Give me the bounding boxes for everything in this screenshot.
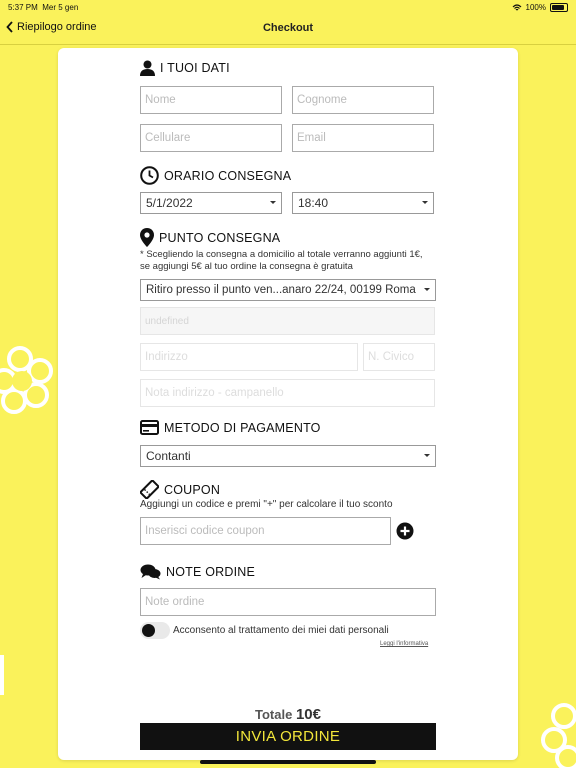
map-pin-icon	[140, 228, 154, 247]
date-select[interactable]	[140, 192, 282, 214]
coupon-input[interactable]	[140, 517, 391, 545]
section-title-coupon	[140, 480, 220, 499]
wifi-icon	[512, 4, 522, 12]
total-label: Totale	[255, 707, 293, 722]
time-value: 18:40	[298, 196, 329, 210]
add-coupon-button[interactable]	[396, 522, 414, 540]
page-title: Checkout	[262, 22, 314, 34]
address-placeholder: Indirizzo	[145, 351, 188, 363]
section-title-text: COUPON	[164, 482, 221, 497]
order-notes-placeholder: Note ordine	[145, 596, 205, 608]
back-label: Riepilogo ordine	[17, 21, 97, 33]
name-placeholder: Nome	[145, 94, 176, 106]
name-field[interactable]	[140, 86, 282, 114]
user-icon	[140, 60, 155, 76]
time-select[interactable]	[292, 192, 434, 214]
privacy-consent-label: Acconsento al trattamento dei miei dati personali	[173, 625, 389, 636]
battery-text: 100%	[525, 3, 546, 12]
caret-down-icon	[424, 288, 430, 291]
privacy-consent-toggle[interactable]	[140, 622, 170, 639]
ticket-icon	[140, 480, 159, 499]
civic-placeholder: N. Civico	[368, 351, 415, 363]
phone-placeholder: Cellulare	[145, 132, 191, 144]
order-notes-field[interactable]	[140, 588, 436, 616]
delivery-note	[140, 249, 423, 273]
payment-method-select[interactable]	[140, 445, 436, 467]
email-field[interactable]	[292, 124, 434, 152]
coupon-placeholder: Inserisci codice coupon	[145, 525, 265, 537]
toggle-knob	[142, 624, 155, 637]
flower-decoration-icon	[0, 655, 6, 695]
order-total	[0, 706, 576, 723]
payment-method-value: Contanti	[146, 449, 191, 463]
submit-order-label: INVIA ORDINE	[235, 728, 341, 745]
section-title-text: PUNTO CONSEGNA	[159, 230, 281, 245]
email-placeholder: Email	[297, 132, 326, 144]
section-title-dati	[140, 60, 230, 76]
battery-icon	[550, 3, 568, 12]
flower-decoration-icon	[0, 345, 58, 417]
phone-field[interactable]	[140, 124, 282, 152]
navigation-bar	[0, 14, 576, 45]
undefined-text: undefined	[145, 315, 189, 327]
caret-down-icon	[270, 201, 276, 204]
section-title-text: NOTE ORDINE	[166, 565, 256, 579]
caret-down-icon	[424, 454, 430, 457]
chat-bubbles-icon	[140, 564, 161, 580]
date-value: 5/1/2022	[146, 196, 193, 210]
section-title-text: I TUOI DATI	[160, 61, 230, 75]
privacy-policy-link[interactable]: Leggi l'informativa	[380, 641, 429, 647]
section-title-orario	[140, 166, 291, 185]
clock-icon	[140, 166, 159, 185]
address-field[interactable]	[140, 343, 358, 371]
submit-order-button[interactable]	[140, 723, 436, 750]
coupon-hint: Aggiungi un codice e premi "+" per calcolare il tuo sconto	[140, 499, 393, 510]
total-value: 10€	[295, 706, 321, 723]
section-title-punto	[140, 228, 280, 247]
surname-field[interactable]	[292, 86, 434, 114]
home-indicator[interactable]	[200, 760, 376, 764]
status-time	[8, 3, 78, 12]
section-title-text: ORARIO CONSEGNA	[164, 168, 292, 183]
pickup-point-value: Ritiro presso il punto ven...anaro 22/24, 00199 Roma	[146, 284, 416, 296]
civic-number-field[interactable]	[363, 343, 435, 371]
address-note-placeholder: Nota indirizzo - campanello	[145, 387, 284, 399]
time-text: 5:37 PM	[8, 3, 38, 12]
section-title-text: METODO DI PAGAMENTO	[164, 420, 321, 435]
section-title-note	[140, 564, 255, 580]
delivery-note-line: * Scegliendo la consegna a domicilio al totale verranno aggiunti 1€,	[140, 249, 423, 260]
surname-placeholder: Cognome	[297, 94, 347, 106]
undefined-field	[140, 307, 435, 335]
status-right	[512, 3, 568, 12]
caret-down-icon	[422, 201, 428, 204]
status-bar	[0, 0, 576, 14]
delivery-note-line: se aggiungi 5€ al tuo ordine la consegna è gratuita	[140, 261, 353, 272]
section-title-pagamento	[140, 420, 321, 435]
credit-card-icon	[140, 420, 159, 435]
date-text: Mer 5 gen	[42, 3, 79, 12]
address-note-field[interactable]	[140, 379, 435, 407]
pickup-point-select[interactable]	[140, 279, 436, 301]
